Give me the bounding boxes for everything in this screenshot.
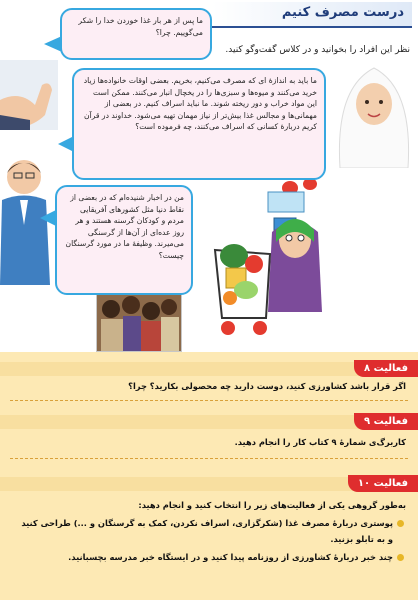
list-item bbox=[21, 517, 404, 530]
bullet-icon bbox=[397, 520, 404, 527]
activity-10-intro: به‌طور گروهی یکی از فعالیت‌های زیر را انتخاب کنید و انجام دهید: bbox=[138, 500, 406, 510]
activity-10-item: پوستری دربارهٔ مصرف غذا (شکرگزاری، اسراف نکردن، کمک به گرسنگان و ...) طراحی کنید bbox=[21, 518, 393, 528]
shopping-cart-cartoon bbox=[210, 172, 340, 347]
title-bar bbox=[212, 2, 412, 28]
divider bbox=[10, 400, 408, 401]
list-item bbox=[330, 533, 393, 546]
man-raising-hand-illustration bbox=[0, 60, 58, 130]
activity-10-label: فعالیت ۱۰ bbox=[348, 475, 418, 492]
hungry-children-photo bbox=[96, 288, 182, 352]
list-item bbox=[68, 551, 404, 564]
bullet-icon bbox=[397, 554, 404, 561]
speech-bubble-hunger: من در اخبار شنیده‌ام که در بعضی از نقاط دنیا مثل کشورهای آفریقایی مردم و کودکان گرسنه هستند و هر روز عده‌ای از آن‌ها از گرسنگی می‌میرند. وظیفهٔ ما در مورد گرسنگان چیست؟ bbox=[55, 185, 193, 295]
activity-10-item: چند خبر دربارهٔ کشاورزی از روزنامه پیدا کنید و در ایستگاه خبر مدرسه بچسبانید. bbox=[68, 552, 393, 562]
activity-8-text: اگر قرار باشد کشاورزی کنید، دوست دارید چه محصولی بکارید؟ چرا؟ bbox=[128, 381, 406, 391]
speech-bubble-thanks: ما پس از هر بار غذا خوردن خدا را شکر می‌گوییم. چرا؟ bbox=[60, 8, 212, 60]
speech-tail bbox=[40, 210, 56, 226]
intro-text: نظر این افراد را بخوانید و در کلاس گفت‌وگو کنید. bbox=[225, 45, 410, 55]
girl-illustration bbox=[330, 58, 418, 168]
activity-9-text: کاربرگ‌ی شمارهٔ ۹ کتاب کار را انجام دهید. bbox=[234, 437, 406, 447]
speech-bubble-waste: ما باید به اندازهٔ ای که مصرف می‌کنیم، بخریم. بعضی اوقات خانواده‌ها زیاد خرید می‌کنند و میوه‌ها و سبزی‌ها را در یخچال انبار می‌کنند. ممکن است این مواد خراب و دور ریخته شوند. ما نباید اسراف کنیم. در بعضی از مهمانی‌ها و مجالس غذا بیش‌تر از نیاز مهمان تهیه می‌شود. خداوند در قرآن کریم دربارهٔ کسانی که اسراف می‌کنند، چه فرموده است؟ bbox=[72, 68, 326, 180]
activity-8-label: فعالیت ۸ bbox=[354, 360, 418, 377]
activity-10-item: و به تابلو بزنید. bbox=[330, 534, 393, 544]
activity-9-label: فعالیت ۹ bbox=[354, 413, 418, 430]
activities-panel bbox=[0, 352, 418, 600]
divider bbox=[10, 458, 408, 459]
page-title: درست مصرف کنیم bbox=[281, 5, 404, 20]
